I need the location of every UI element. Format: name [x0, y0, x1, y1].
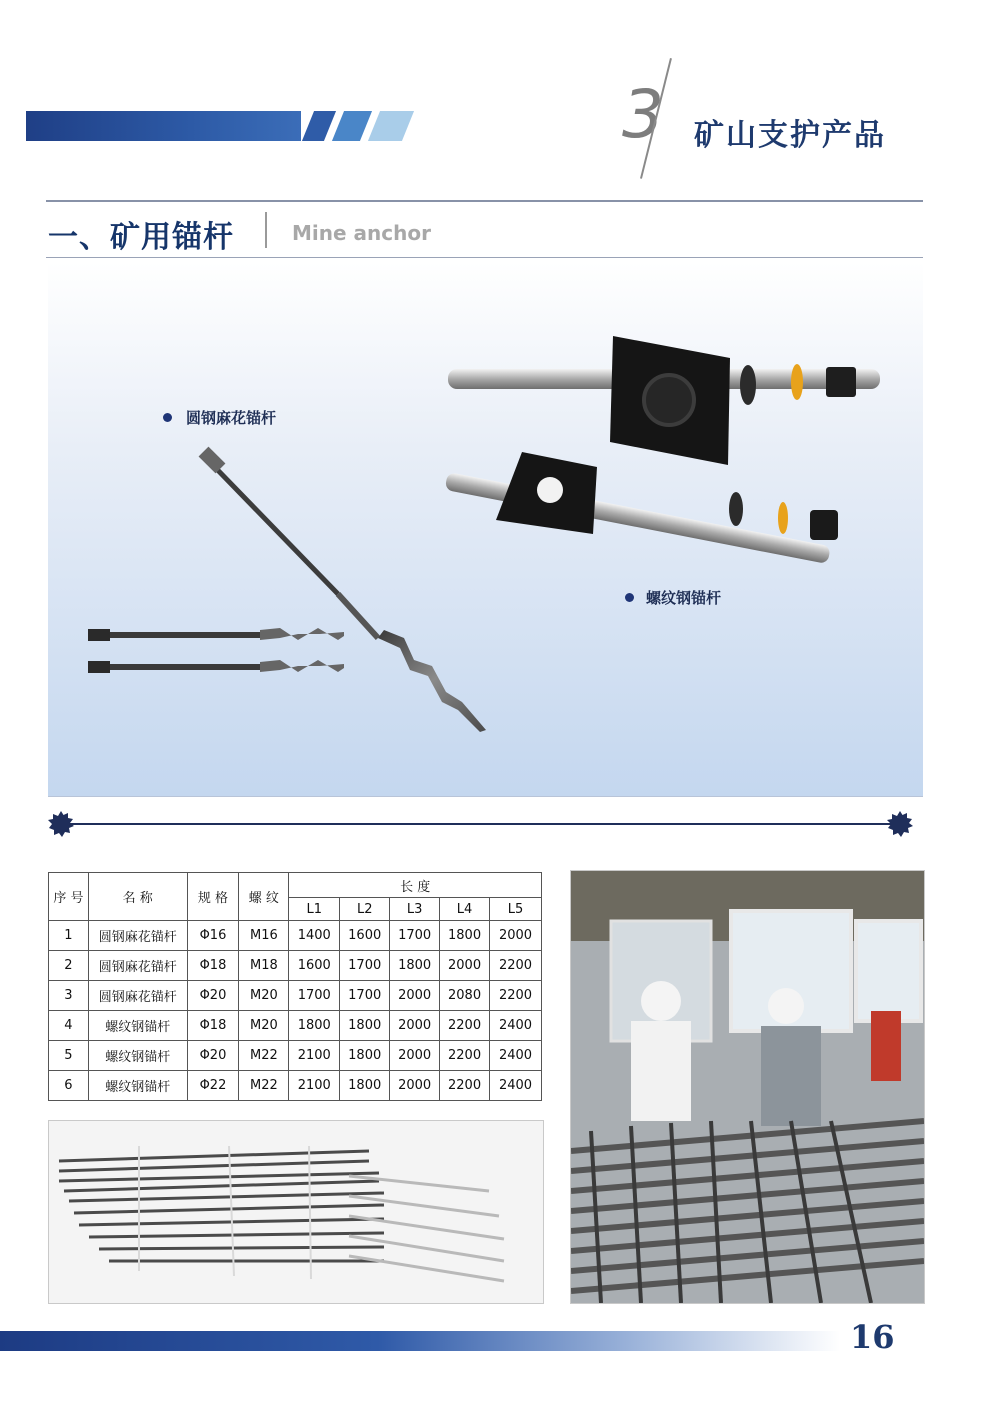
- cell-length: 1800: [440, 921, 490, 951]
- cell-length: 2200: [440, 1011, 490, 1041]
- cell-name: 螺纹钢锚杆: [88, 1011, 187, 1041]
- cell-index: 1: [49, 921, 89, 951]
- cell-length: 1800: [390, 951, 440, 981]
- cell-length: 2200: [440, 1071, 490, 1101]
- product-panel: [48, 262, 923, 797]
- header-stripe: [368, 111, 414, 141]
- cell-index: 6: [49, 1071, 89, 1101]
- header-stripe: [302, 111, 336, 141]
- bullet-icon: [625, 593, 634, 602]
- table-row: [49, 1041, 542, 1071]
- cell-length: 1800: [340, 1011, 390, 1041]
- chapter-title: 矿山支护产品: [694, 118, 886, 153]
- cell-thread: M20: [239, 981, 289, 1011]
- cell-length: 2200: [490, 981, 542, 1011]
- cell-spec: Φ20: [187, 981, 239, 1011]
- header-l2: L2: [340, 898, 390, 921]
- cell-length: 2000: [390, 1011, 440, 1041]
- cell-spec: Φ18: [187, 951, 239, 981]
- cell-length: 1700: [340, 981, 390, 1011]
- cell-length: 1800: [340, 1041, 390, 1071]
- header-rule: [46, 200, 923, 202]
- cell-index: 5: [49, 1041, 89, 1071]
- rebar-anchor-lower: [445, 452, 838, 564]
- cell-length: 2000: [490, 921, 542, 951]
- cell-length: 1400: [289, 921, 340, 951]
- cell-thread: M18: [239, 951, 289, 981]
- table-row: [49, 1071, 542, 1101]
- cell-index: 2: [49, 951, 89, 981]
- divider-line: [60, 823, 900, 825]
- table-row: [49, 951, 542, 981]
- cell-length: 2100: [289, 1071, 340, 1101]
- spec-table: [48, 872, 542, 1101]
- cell-thread: M16: [239, 921, 289, 951]
- cell-length: 1800: [340, 1071, 390, 1101]
- table-row: [49, 1011, 542, 1041]
- table-header-row: [49, 873, 542, 898]
- bullet-icon: [163, 413, 172, 422]
- header-l5: L5: [490, 898, 542, 921]
- cell-name: 螺纹钢锚杆: [88, 1041, 187, 1071]
- bundled-anchors-illustration: [49, 1121, 543, 1303]
- footer-bar: [0, 1331, 840, 1351]
- cell-thread: M22: [239, 1071, 289, 1101]
- section-subtitle: Mine anchor: [292, 221, 431, 245]
- cell-length: 2200: [440, 1041, 490, 1071]
- header-spec: 规 格: [187, 873, 239, 921]
- cell-length: 2100: [289, 1041, 340, 1071]
- cell-name: 圆钢麻花锚杆: [88, 951, 187, 981]
- cell-length: 2000: [390, 1071, 440, 1101]
- product-label-rebar: 螺纹钢锚杆: [646, 589, 722, 607]
- cell-spec: Φ16: [187, 921, 239, 951]
- header-thread: 螺 纹: [239, 873, 289, 921]
- cell-thread: M22: [239, 1041, 289, 1071]
- cell-length: 1600: [289, 951, 340, 981]
- cell-name: 螺纹钢锚杆: [88, 1071, 187, 1101]
- cell-name: 圆钢麻花锚杆: [88, 981, 187, 1011]
- factory-workers-illustration: [571, 871, 924, 1303]
- section-title: 一、矿用锚杆: [48, 220, 234, 255]
- header-l4: L4: [440, 898, 490, 921]
- product-label-twisted: 圆钢麻花锚杆: [186, 409, 277, 427]
- cell-spec: Φ22: [187, 1071, 239, 1101]
- chapter-number: 3: [622, 76, 664, 153]
- cell-length: 2000: [390, 1041, 440, 1071]
- header-l3: L3: [390, 898, 440, 921]
- cell-index: 3: [49, 981, 89, 1011]
- header-bar: [26, 111, 301, 141]
- cell-length: 2000: [390, 981, 440, 1011]
- section-rule: [46, 257, 923, 258]
- gear-ornament-right-icon: [887, 811, 913, 837]
- cell-spec: Φ18: [187, 1011, 239, 1041]
- cell-index: 4: [49, 1011, 89, 1041]
- cell-length: 1600: [340, 921, 390, 951]
- cell-length: 1800: [289, 1011, 340, 1041]
- page-number: 16: [850, 1318, 895, 1356]
- cell-length: 2000: [440, 951, 490, 981]
- header-stripe: [332, 111, 372, 141]
- cell-length: 2200: [490, 951, 542, 981]
- section-separator: [265, 212, 267, 248]
- twisted-anchor-horizontal: [88, 628, 344, 673]
- cell-length: 1700: [390, 921, 440, 951]
- header-index: 序 号: [49, 873, 89, 921]
- cell-length: 1700: [340, 951, 390, 981]
- cell-spec: Φ20: [187, 1041, 239, 1071]
- cell-length: 2400: [490, 1071, 542, 1101]
- cell-thread: M20: [239, 1011, 289, 1041]
- header-length: 长 度: [289, 873, 542, 898]
- header-name: 名 称: [88, 873, 187, 921]
- photo-bundled-anchors: [48, 1120, 544, 1304]
- cell-length: 2400: [490, 1011, 542, 1041]
- cell-length: 2080: [440, 981, 490, 1011]
- twisted-anchor-diagonal: [199, 447, 486, 732]
- table-row: [49, 921, 542, 951]
- header-l1: L1: [289, 898, 340, 921]
- gear-ornament-left-icon: [48, 811, 74, 837]
- cell-name: 圆钢麻花锚杆: [88, 921, 187, 951]
- cell-length: 2400: [490, 1041, 542, 1071]
- cell-length: 1700: [289, 981, 340, 1011]
- table-row: [49, 981, 542, 1011]
- photo-factory-workers: [570, 870, 925, 1304]
- rebar-anchor-upper: [448, 336, 880, 465]
- product-illustration: [48, 262, 923, 796]
